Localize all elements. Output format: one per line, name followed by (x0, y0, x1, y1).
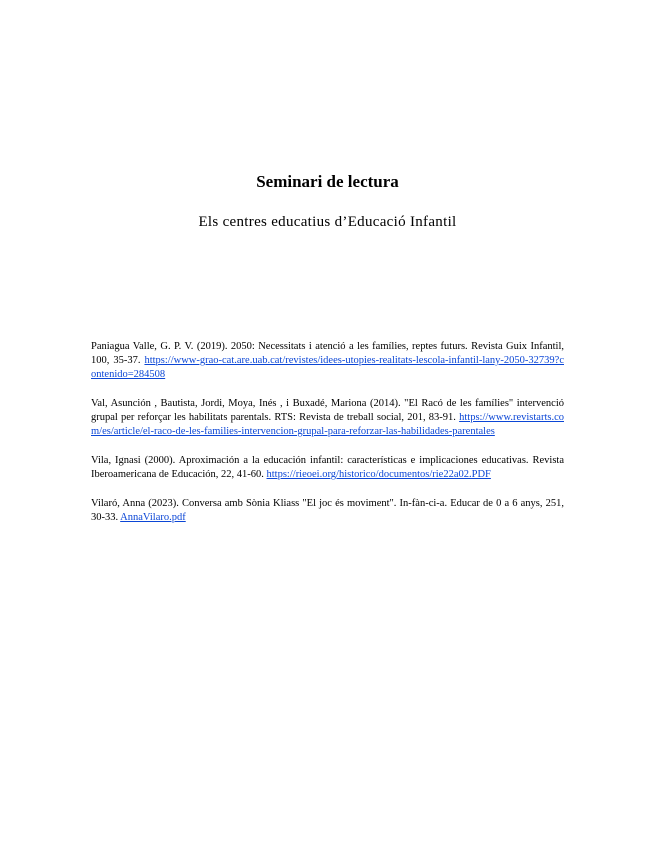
reference-text: Vilaró, Anna (2023). Conversa amb Sònia Kliass "El joc és moviment". In-fàn-ci-a. Educar de 0 a 6 anys, 251, 30-33. (91, 498, 564, 523)
document-title: Seminari de lectura (256, 172, 399, 191)
reference-text: Vila, Ignasi (2000). Aproximación a la educación infantil: características e implicaciones educativas. Revista Iberoamericana de Educación, 22, 41-60. (91, 455, 564, 480)
reference-item (91, 340, 564, 382)
reference-text: Val, Asunción , Bautista, Jordi, Moya, Inés , i Buxadé, Mariona (2014). "El Racó de les famílies" intervenció grupal per reforçar les habilitats parentals. RTS: Revista de treball social, 201, 83-91. (91, 398, 564, 423)
reference-item (91, 454, 564, 482)
reference-link[interactable]: https://www-grao-cat.are.uab.cat/revistes/idees-utopies-realitats-lescola-infantil-lany-2050-32739?contenido=284508 (91, 355, 564, 380)
reference-item (91, 397, 564, 439)
reference-item (91, 497, 564, 525)
reference-link[interactable]: AnnaVilaro.pdf (120, 512, 186, 523)
reference-link[interactable]: https://rieoei.org/historico/documentos/rie22a02.PDF (266, 469, 491, 480)
document-subtitle: Els centres educatius d’Educació Infantil (198, 214, 457, 230)
reference-list (91, 340, 564, 540)
reference-link[interactable]: https://www.revistarts.com/es/article/el-raco-de-les-families-intervencion-grupal-para-reforzar-las-habilidades-parentales (91, 412, 564, 437)
reference-text: Paniagua Valle, G. P. V. (2019). 2050: Necessitats i atenció a les famílies, reptes futurs. Revista Guix Infantil, 100, 35-37. (91, 341, 564, 366)
